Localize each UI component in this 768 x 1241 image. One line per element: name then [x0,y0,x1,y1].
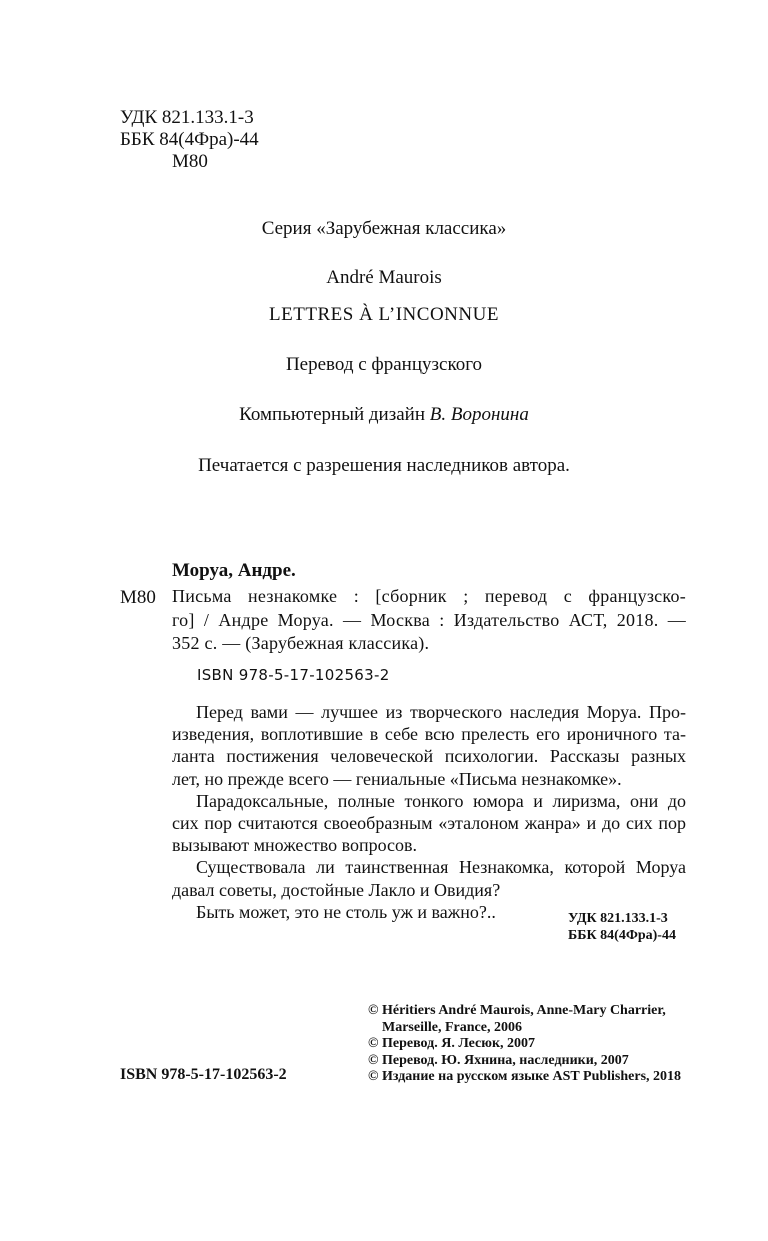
catalog-line: го] / Андре Моруа. — Москва : Издательство АСТ, 2018. — [172,609,686,630]
annotation-line: Перед вами — лучшее из творческого наследия Моруа. Про- [196,702,686,722]
bottom-isbn: ISBN 978-5-17-102563-2 [120,1066,287,1083]
catalog-line: Письма незнакомке : [сборник ; перевод с французско- [172,586,686,606]
copyright-line: © Перевод. Я. Лесюк, 2007 [368,1036,536,1051]
annotation-line: сих пор считаются своеобразным «эталоном жанра» и до сих пор [172,813,686,834]
original-title: LETTRES À L’INCONNUE [269,304,499,325]
udk-code: УДК 821.133.1-3 [120,107,254,128]
catalog-author-heading: Моруа, Андре. [172,560,296,581]
design-credit-name: В. Воронина [429,404,529,425]
design-credit-label: Компьютерный дизайн [239,404,430,425]
catalog-entry [172,585,686,656]
annotation-line: лет, но прежде всего — гениальные «Письма незнакомке». [172,768,622,789]
annotation-line: изведения, воплотившие в себе всю прелесть его ироничного та- [172,724,686,745]
annotation-line: давал советы, достойные Лакло и Овидия? [172,879,501,900]
design-credit [0,404,768,426]
copyright-line: Marseille, France, 2006 [382,1020,522,1035]
annotation [172,701,686,923]
translation-note: Перевод с французского [285,354,483,375]
annotation-line: Существовала ли таинственная Незнакомка, которой Моруа [196,857,686,878]
original-author: André Maurois [326,267,442,288]
annotation-bbk: ББК 84(4Фра)-44 [568,928,676,943]
annotation-line: Парадоксальные, полные тонкого юмора и лиризма, они до [196,790,686,811]
copyright-line: © Перевод. Ю. Яхнина, наследники, 2007 [368,1053,629,1068]
copyright-line: © Издание на русском языке AST Publishers, 2018 [368,1069,682,1084]
copyright-line: © Héritiers André Maurois, Anne-Mary Charrier, [368,1003,666,1018]
annotation-line: ланта постижения человеческой психологии. Рассказы разных [172,746,686,767]
catalog-mark: М80 [120,587,156,608]
catalog-line: 352 с. — (Зарубежная классика). [172,633,430,653]
catalog-isbn: ISBN 978-5-17-102563-2 [197,666,390,684]
series-line: Серия «Зарубежная классика» [261,218,507,239]
annotation-line: Быть может, это не столь уж и важно?.. [196,901,496,922]
permission-note: Печатается с разрешения наследников автора. [198,455,570,476]
bbk-code: ББК 84(4Фра)-44 [120,129,259,150]
annotation-udk: УДК 821.133.1-3 [568,911,668,926]
author-mark: М80 [172,151,208,172]
annotation-line: вызывают множество вопросов. [172,835,418,856]
